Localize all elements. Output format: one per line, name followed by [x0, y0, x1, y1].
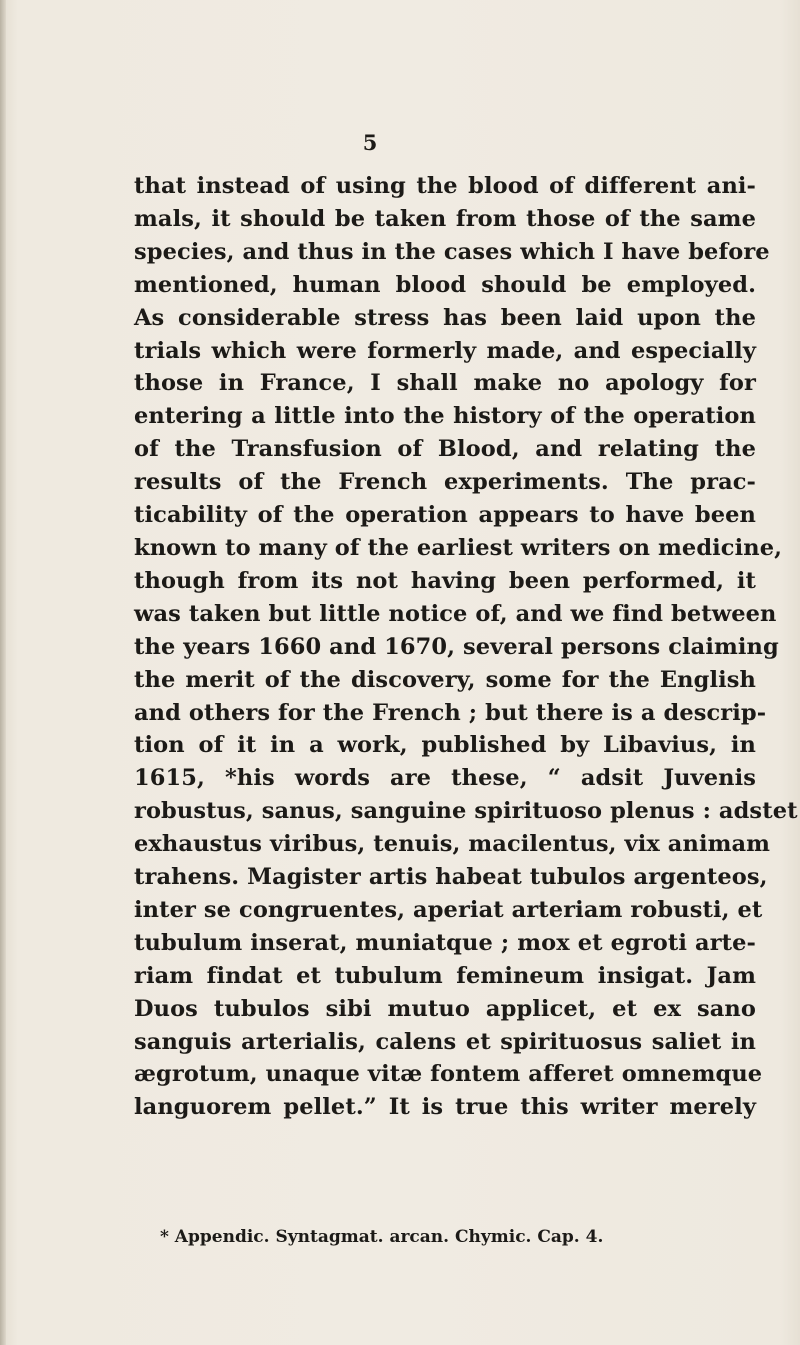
text-line: languorem pellet.” It is true this writer merely	[134, 1094, 756, 1121]
text-line: and others for the French ; but there is a descrip-	[134, 699, 767, 726]
text-line: trahens. Magister artis habeat tubulos argenteos,	[134, 864, 768, 891]
text-line: those in France, I shall make no apology for	[134, 370, 756, 397]
text-line: though from its not having been performed, it	[134, 567, 756, 594]
text-line: robustus, sanus, sanguine spirituoso plenus : adstet	[134, 798, 798, 825]
text-line: results of the French experiments. The prac-	[134, 469, 756, 496]
text-line: As considerable stress has been laid upon the	[134, 304, 756, 331]
text-line: sanguis arterialis, calens et spirituosus saliet in	[134, 1028, 756, 1055]
page-number: 5	[362, 130, 378, 155]
body-text	[134, 170, 798, 1124]
text-line: the years 1660 and 1670, several persons claiming	[134, 633, 779, 660]
text-line: mentioned, human blood should be employed.	[134, 271, 756, 298]
text-line: mals, it should be taken from those of the same	[134, 205, 756, 232]
text-line: ticability of the operation appears to have been	[134, 502, 756, 529]
text-line: tubulum inserat, muniatque ; mox et egroti arte-	[134, 929, 756, 956]
text-line: species, and thus in the cases which I have before	[134, 238, 770, 265]
text-line: known to many of the earliest writers on medicine,	[134, 534, 783, 561]
text-line: Duos tubulos sibi mutuo applicet, et ex sano	[134, 995, 756, 1022]
text-line: 1615, *his words are these, “ adsit Juvenis	[134, 765, 756, 792]
text-line: of the Transfusion of Blood, and relating the	[134, 436, 756, 463]
text-line: that instead of using the blood of different ani-	[134, 173, 756, 199]
text-line: entering a little into the history of the operation	[134, 403, 756, 430]
text-line: exhaustus viribus, tenuis, macilentus, vix animam	[134, 831, 771, 858]
text-line: was taken but little notice of, and we find between	[134, 600, 777, 627]
text-line: the merit of the discovery, some for the English	[134, 666, 756, 693]
text-line: trials which were formerly made, and especially	[134, 337, 756, 364]
footnote: * Appendic. Syntagmat. arcan. Chymic. Cap. 4.	[160, 1227, 604, 1247]
page-edge	[0, 0, 6, 1345]
text-line: riam findat et tubulum femineum insigat. Jam	[134, 962, 756, 989]
text-line: tion of it in a work, published by Libavius, in	[134, 732, 756, 759]
text-line: inter se congruentes, aperiat arteriam robusti, et	[134, 896, 763, 923]
text-line: ægrotum, unaque vitæ fontem afferet omnemque	[134, 1061, 763, 1088]
